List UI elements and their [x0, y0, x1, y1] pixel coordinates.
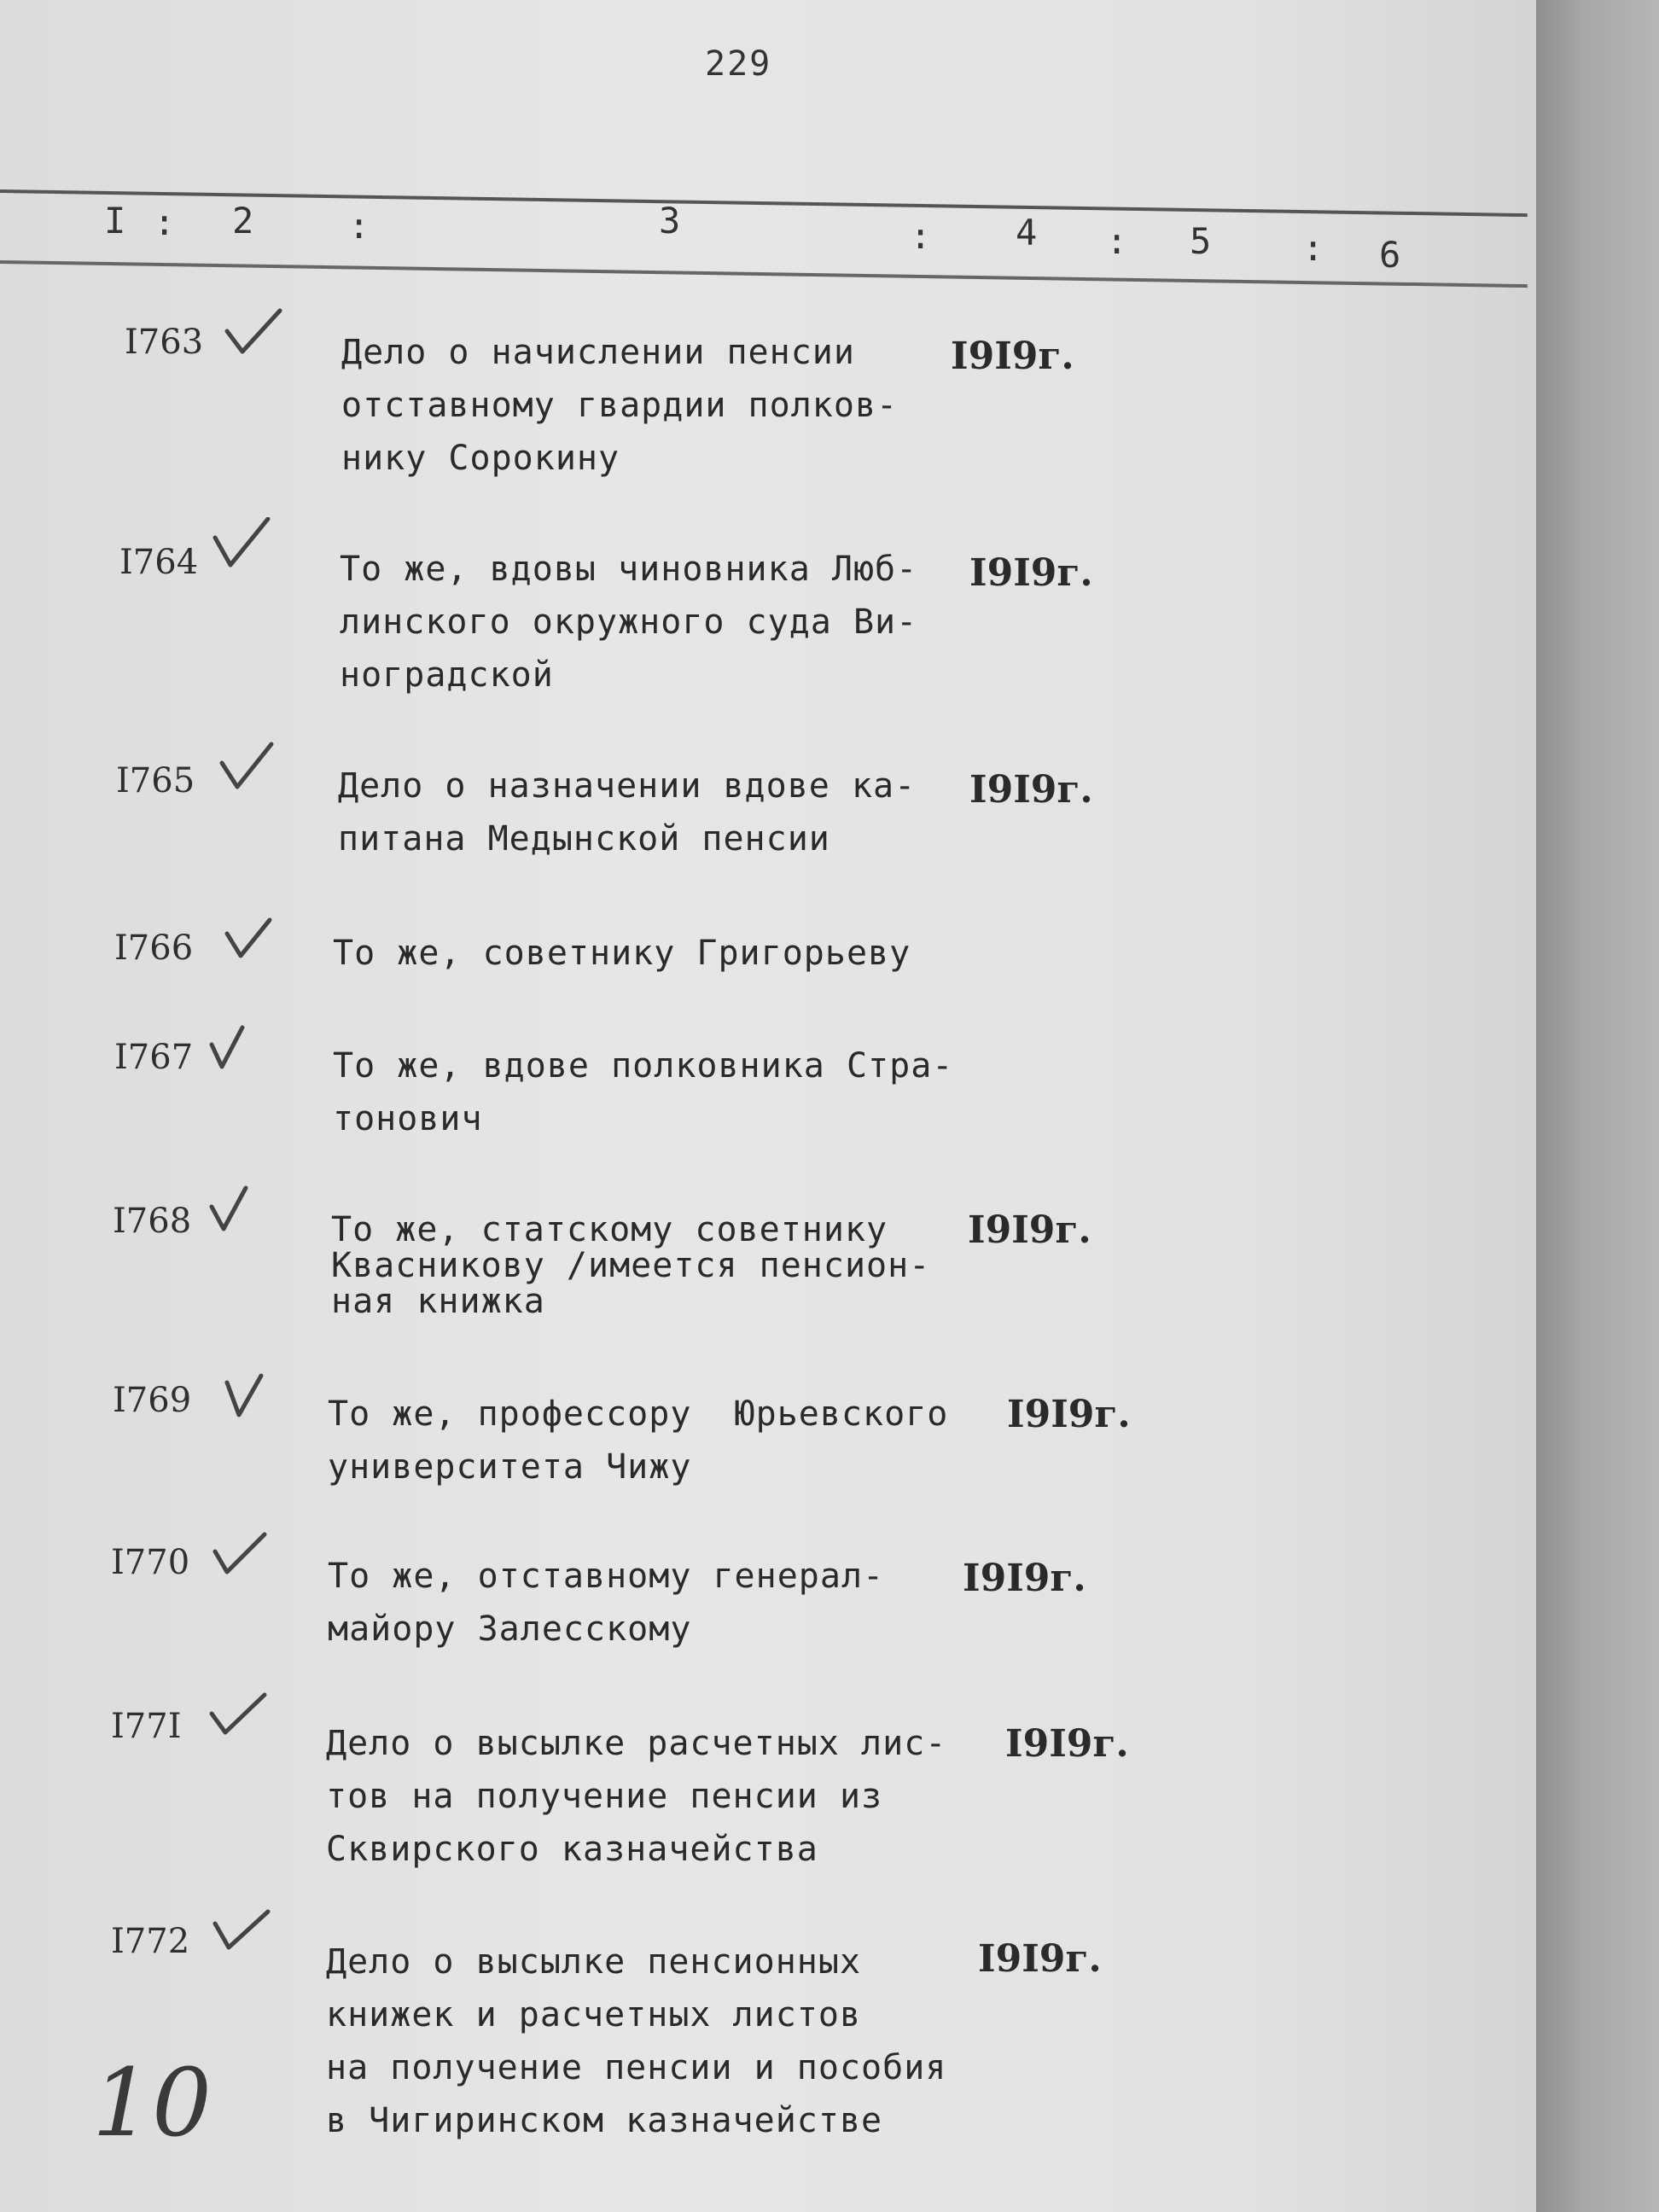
entry-year: I9I9г.	[969, 551, 1093, 595]
entry-description: Дело о высылке расчетных лис- тов на получение пенсии из Сквирского казначейства	[326, 1724, 947, 1869]
page-edge-shadow	[1536, 0, 1659, 2212]
entry-description: То же, отставному генерал- майору Залесскому	[328, 1557, 885, 1649]
checkmark-icon	[212, 1905, 271, 1956]
checkmark-icon	[224, 307, 283, 358]
checkmark-icon	[224, 1371, 283, 1422]
column-header-5: 5	[1190, 220, 1212, 262]
column-header-6: 6	[1379, 234, 1401, 276]
entry-number: I77I	[111, 1707, 182, 1746]
entry-description: То же, вдове полковника Стра- тонович	[333, 1046, 954, 1138]
checkmark-icon	[224, 913, 283, 964]
entry-description: Дело о назначении вдове ка- питана Медынской пенсии	[338, 766, 917, 859]
entry-year: I9I9г.	[963, 1557, 1086, 1600]
page-number: 229	[705, 44, 772, 84]
checkmark-icon	[218, 741, 278, 792]
column-header-2: 2	[232, 200, 254, 242]
column-header-4: 4	[1016, 212, 1038, 253]
checkmark-icon	[208, 1183, 268, 1234]
entry-year: I9I9г.	[968, 1208, 1091, 1252]
entry-number: I769	[113, 1381, 192, 1420]
checkmark-icon	[212, 1529, 271, 1580]
column-header-1: I	[104, 200, 126, 242]
column-separator: :	[154, 201, 176, 243]
entry-number: I767	[114, 1038, 194, 1077]
entry-year: I9I9г.	[1005, 1722, 1129, 1766]
entry-description: Дело о начислении пенсии отставному гвардии полков- нику Сорокину	[341, 333, 899, 478]
entry-year: I9I9г.	[951, 335, 1074, 378]
entry-description: Дело о высылке пенсионных книжек и расчетных листов на получение пенсии и пособия в Чигиринском казначействе	[326, 1942, 947, 2140]
column-separator: :	[1106, 220, 1128, 262]
column-separator: :	[1302, 227, 1324, 269]
entry-number: I766	[114, 928, 194, 968]
entry-description: То же, статскому советнику Квасникову /имеется пенсион- ная книжка	[331, 1210, 931, 1321]
entry-description: То же, вдовы чиновника Люб- линского окружного суда Ви- ноградской	[340, 550, 918, 695]
handwritten-note: 10	[92, 2048, 212, 2157]
entry-number: I765	[116, 761, 195, 800]
entry-year: I9I9г.	[1007, 1393, 1131, 1436]
column-separator: :	[348, 205, 370, 247]
entry-number: I770	[111, 1543, 190, 1582]
column-header-3: 3	[659, 200, 681, 242]
entry-year: I9I9г.	[978, 1937, 1102, 1981]
entry-number: I764	[119, 543, 199, 582]
entry-number: I768	[113, 1202, 192, 1241]
column-separator: :	[910, 215, 932, 257]
entry-description: То же, советнику Григорьеву	[333, 934, 911, 973]
checkmark-icon	[212, 517, 271, 568]
entry-year: I9I9г.	[969, 768, 1093, 812]
entry-description: То же, профессору Юрьевского университета Чижу	[328, 1394, 949, 1487]
checkmark-icon	[208, 1688, 268, 1739]
entry-number: I772	[111, 1922, 190, 1961]
entry-number: I763	[125, 323, 204, 362]
checkmark-icon	[208, 1022, 268, 1074]
